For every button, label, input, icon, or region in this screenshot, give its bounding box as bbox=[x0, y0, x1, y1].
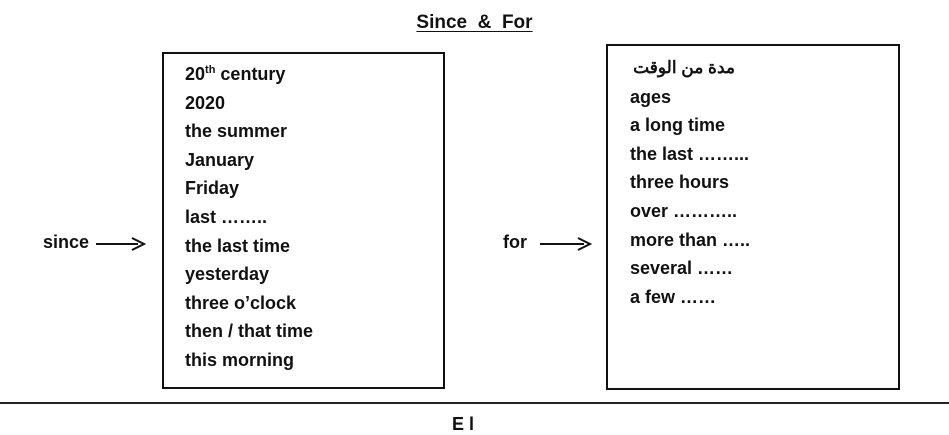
for-item: a few …… bbox=[630, 286, 717, 307]
since-item: then / that time bbox=[185, 321, 314, 342]
for-item: three hours bbox=[630, 172, 730, 193]
since-item: 2020 bbox=[185, 92, 226, 113]
since-list bbox=[185, 60, 313, 375]
since-item: January bbox=[185, 149, 255, 170]
for-list bbox=[630, 54, 750, 311]
since-item: the last time bbox=[185, 235, 291, 256]
for-arrow-icon bbox=[540, 235, 594, 253]
horizontal-divider bbox=[0, 402, 949, 404]
for-item: over ……….. bbox=[630, 200, 738, 221]
since-item: Friday bbox=[185, 178, 240, 199]
since-item: yesterday bbox=[185, 264, 270, 285]
since-item bbox=[185, 60, 313, 89]
for-item: the last ……... bbox=[630, 143, 750, 164]
since-item-rest: century bbox=[215, 64, 286, 84]
for-label: for bbox=[503, 232, 527, 252]
since-label: since bbox=[43, 232, 90, 252]
since-item-main: 20 bbox=[185, 64, 206, 84]
since-item: the summer bbox=[185, 121, 288, 142]
page-title bbox=[0, 12, 949, 34]
since-item-superscript: th bbox=[205, 64, 216, 76]
for-item: ages bbox=[630, 86, 672, 107]
since-item: last …….. bbox=[185, 206, 268, 227]
for-item: a long time bbox=[630, 115, 726, 136]
since-item: three o’clock bbox=[185, 292, 297, 313]
since-item: this morning bbox=[185, 349, 294, 370]
for-arabic-heading: مدة من الوقت bbox=[633, 58, 735, 77]
page-title-text: Since & For bbox=[416, 12, 533, 33]
since-arrow-icon bbox=[96, 235, 148, 253]
cut-off-heading: E l bbox=[452, 414, 475, 434]
for-item: more than ….. bbox=[630, 229, 751, 250]
for-item: several …… bbox=[630, 258, 734, 279]
